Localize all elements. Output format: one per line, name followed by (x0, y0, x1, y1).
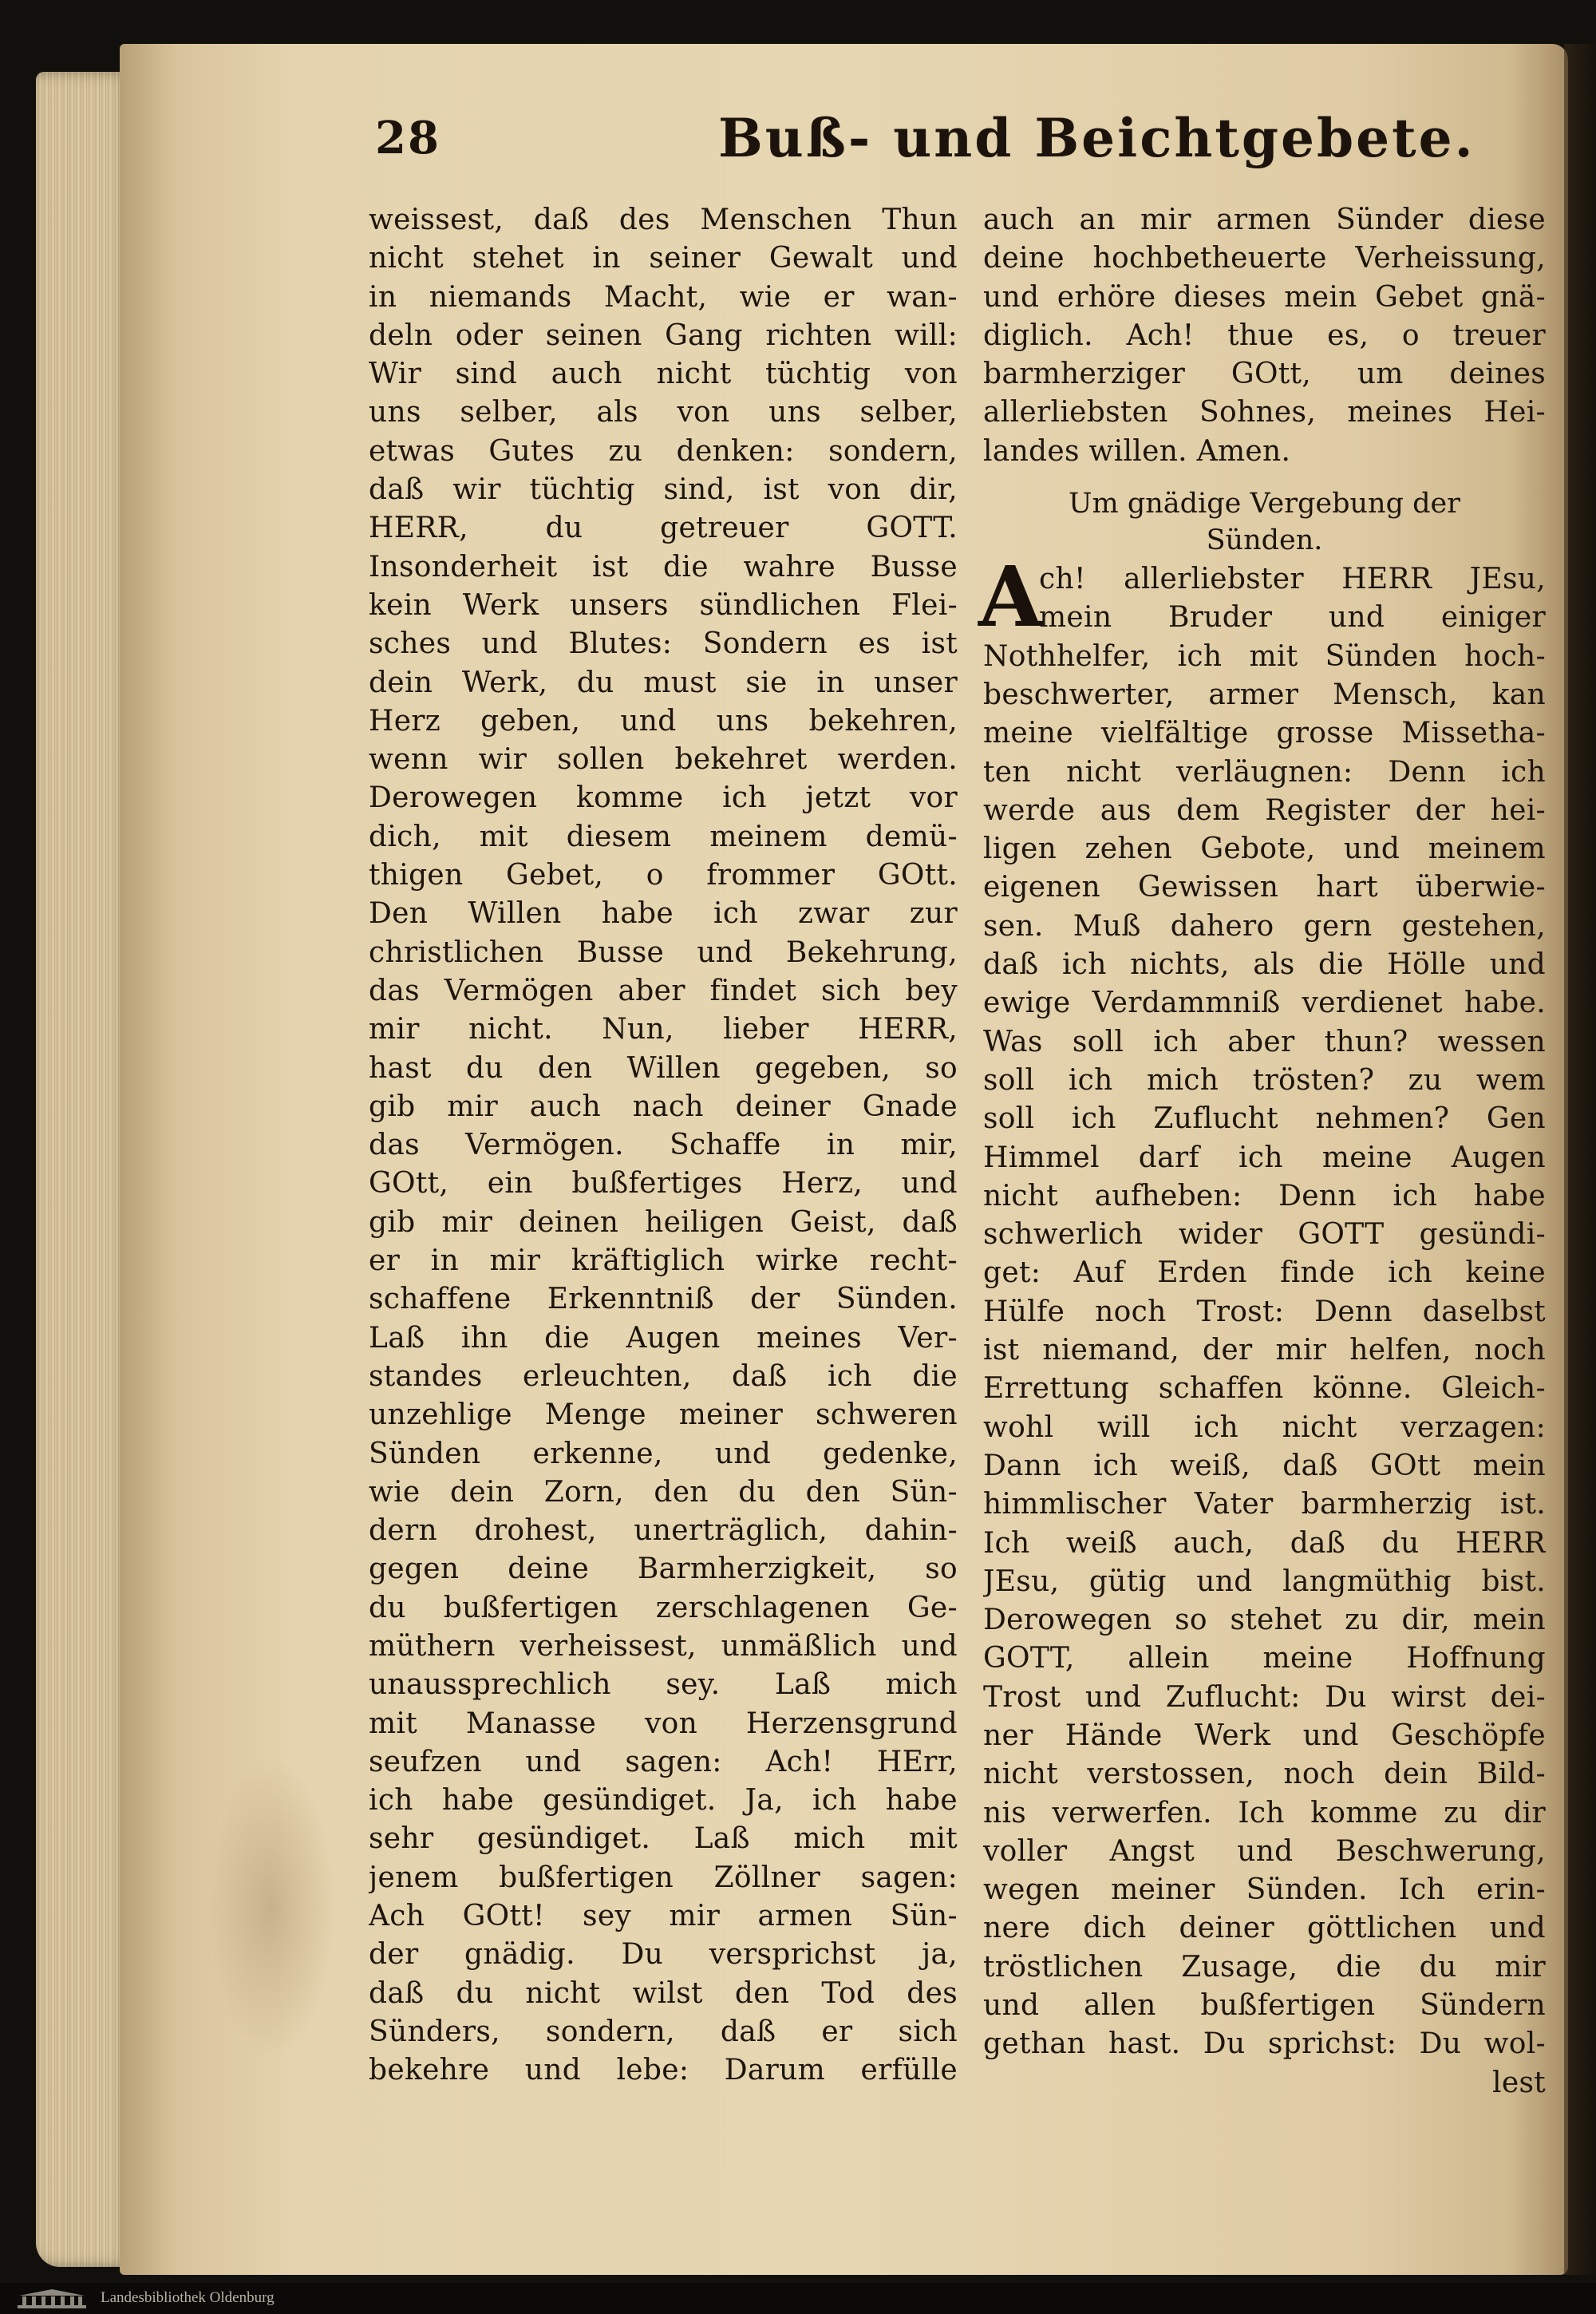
text-line: nis verwerfen. Ich komme zu dir (983, 1796, 1546, 1829)
text-line: standes erleuchten, daß ich die (369, 1359, 958, 1393)
text-line: nicht aufheben: Denn ich habe (983, 1179, 1546, 1212)
text-line: ewige Verdammniß verdienet habe. (983, 987, 1546, 1020)
paper-stain (207, 1756, 335, 2059)
text-line: in niemands Macht, wie er wan- (369, 280, 958, 314)
page-title: Buß- und Beichtgebete. (718, 107, 1476, 169)
text-line: unzehlige Menge meiner schweren (369, 1398, 958, 1432)
text-line: uns selber, als von uns selber, (369, 396, 958, 429)
text-line: er in mir kräftiglich wirke recht- (369, 1244, 958, 1278)
text-line: Ach GOtt! sey mir armen Sün- (369, 1900, 958, 1933)
text-line: barmherziger GOtt, um deines (983, 358, 1546, 391)
text-line: Trost und Zuflucht: Du wirst dei- (983, 1680, 1546, 1714)
text-line: das Vermögen. Schaffe in mir, (369, 1129, 958, 1162)
text-line: Wir sind auch nicht tüchtig von (369, 358, 958, 391)
text-line: Insonderheit ist die wahre Busse (369, 550, 958, 583)
catchword: lest (1492, 2066, 1546, 2099)
drop-cap-initial: A (978, 548, 1043, 647)
text-line: daß ich nichts, als die Hölle und (983, 948, 1546, 982)
text-line: ligen zehen Gebote, und meinem (983, 833, 1546, 866)
text-line: sehr gesündiget. Laß mich mit (369, 1822, 958, 1856)
text-line: der gnädig. Du versprichst ja, (369, 1938, 958, 1972)
text-line: allerliebsten Sohnes, meines Hei- (983, 396, 1546, 429)
text-line: Sünders, sondern, daß er sich (369, 2015, 958, 2048)
text-line: gib mir auch nach deiner Gnade (369, 1090, 958, 1123)
text-line: wegen meiner Sünden. Ich erin- (983, 1873, 1546, 1907)
text-line: JEsu, gütig und langmüthig bist. (983, 1564, 1546, 1598)
text-line: Derowegen so stehet zu dir, mein (983, 1604, 1546, 1637)
text-line: voller Angst und Beschwerung, (983, 1834, 1546, 1868)
text-line: werde aus dem Register der hei- (983, 793, 1546, 827)
text-line: gegen deine Barmherzigkeit, so (369, 1553, 958, 1586)
text-line: Sünden erkenne, und gedenke, (369, 1437, 958, 1470)
text-line: gethan hast. Du sprichst: Du wol- (983, 2027, 1546, 2061)
text-line: Was soll ich aber thun? wessen (983, 1025, 1546, 1058)
text-line: etwas Gutes zu denken: sondern, (369, 434, 958, 468)
right-column (978, 201, 1546, 2102)
library-name: Landesbibliothek Oldenburg (101, 2289, 275, 2306)
text-line: nicht stehet in seiner Gewalt und (369, 242, 958, 275)
text-line: jenem bußfertigen Zöllner sagen: (369, 1861, 958, 1894)
text-line: meine vielfältige grosse Missetha- (983, 717, 1546, 750)
text-line: deln oder seinen Gang richten will: (369, 318, 958, 352)
text-line: HERR, du getreuer GOTT. (369, 512, 958, 545)
section-heading (983, 485, 1546, 559)
text-line: daß du nicht wilst den Tod des (369, 1976, 958, 2010)
initial-paragraph (978, 548, 1546, 647)
text-line: soll ich Zuflucht nehmen? Gen (983, 1102, 1546, 1136)
text-line: unaussprechlich sey. Laß mich (369, 1668, 958, 1702)
text-line: nicht verstossen, noch dein Bild- (983, 1758, 1546, 1791)
page-gutter (1564, 44, 1596, 2275)
text-line: das Vermögen aber findet sich bey (369, 974, 958, 1007)
text-line: seufzen und sagen: Ach! HErr, (369, 1745, 958, 1778)
text-line: wenn wir sollen bekehret werden. (369, 743, 958, 777)
text-line: gib mir deinen heiligen Geist, daß (369, 1205, 958, 1239)
text-line: Den Willen habe ich zwar zur (369, 897, 958, 931)
text-line: daß wir tüchtig sind, ist von dir, (369, 473, 958, 507)
text-line: Nothhelfer, ich mit Sünden hoch- (983, 639, 1546, 673)
text-line: dich, mit diesem meinem demü- (369, 820, 958, 853)
text-line: Herz geben, und uns bekehren, (369, 704, 958, 738)
text-line: müthern verheissest, unmäßlich und (369, 1629, 958, 1663)
text-line: beschwerter, armer Mensch, kan (983, 678, 1546, 711)
text-line: GOTT, allein meine Hoffnung (983, 1642, 1546, 1675)
text-line: soll ich mich trösten? zu wem (983, 1063, 1546, 1097)
text-line: mir nicht. Nun, lieber HERR, (369, 1013, 958, 1046)
text-line: und allen bußfertigen Sündern (983, 1989, 1546, 2023)
text-line: Dann ich weiß, daß GOtt mein (983, 1449, 1546, 1482)
text-line: christlichen Busse und Bekehrung, (369, 935, 958, 969)
left-column (369, 201, 958, 2091)
text-line: Hülfe noch Trost: Denn daselbst (983, 1295, 1546, 1328)
text-line: ich habe gesündiget. Ja, ich habe (369, 1784, 958, 1818)
text-line: diglich. Ach! thue es, o treuer (983, 318, 1546, 352)
text-line: Himmel darf ich meine Augen (983, 1141, 1546, 1174)
text-line: nere dich deiner göttlichen und (983, 1912, 1546, 1945)
text-line: schwerlich wider GOTT gesündi- (983, 1218, 1546, 1252)
section-heading-line: Um gnädige Vergebung der (1069, 488, 1460, 520)
text-line: eigenen Gewissen hart überwie- (983, 871, 1546, 904)
text-line: himmlischer Vater barmherzig ist. (983, 1488, 1546, 1521)
text-line: get: Auf Erden finde ich keine (983, 1256, 1546, 1290)
text-line: du bußfertigen zerschlagenen Ge- (369, 1591, 958, 1624)
text-line: tröstlichen Zusage, die du mir (983, 1950, 1546, 1984)
page-number: 28 (375, 112, 440, 164)
text-line: landes willen. Amen. (983, 434, 1291, 468)
text-line: Laß ihn die Augen meines Ver- (369, 1321, 958, 1355)
library-building-icon (16, 2288, 88, 2310)
text-line: Errettung schaffen könne. Gleich- (983, 1372, 1546, 1406)
text-line: schaffene Erkenntniß der Sünden. (369, 1283, 958, 1316)
text-line: Ich weiß auch, daß du HERR (983, 1526, 1546, 1560)
text-line: dern drohest, unerträglich, dahin- (369, 1514, 958, 1548)
text-line: kein Werk unsers sündlichen Flei- (369, 588, 958, 622)
text-line: sen. Muß dahero gern gestehen, (983, 909, 1546, 943)
text-line: ist niemand, der mir helfen, noch (983, 1334, 1546, 1367)
text-line: Derowegen komme ich jetzt vor (369, 781, 958, 815)
text-line: ner Hände Werk und Geschöpfe (983, 1719, 1546, 1752)
text-line: auch an mir armen Sünder diese (983, 204, 1546, 236)
text-line: deine hochbetheuerte Verheissung, (983, 242, 1546, 275)
text-line: bekehre und lebe: Darum erfülle (369, 2054, 958, 2087)
text-line: ten nicht verläugnen: Denn ich (983, 755, 1546, 789)
text-line: sches und Blutes: Sondern es ist (369, 627, 958, 661)
text-line: und erhöre dieses mein Gebet gnä- (983, 280, 1546, 314)
text-line: ch! allerliebster HERR JEsu, (1039, 563, 1546, 596)
text-line: wie dein Zorn, den du den Sün- (369, 1475, 958, 1509)
page-edges (36, 72, 132, 2267)
text-line: wohl will ich nicht verzagen: (983, 1410, 1546, 1444)
text-line: mein Bruder und einiger (1039, 601, 1546, 635)
text-line: dein Werk, du must sie in unser (369, 666, 958, 699)
text-line: thigen Gebet, o frommer GOtt. (369, 859, 958, 892)
running-head (375, 107, 1532, 184)
text-line: mit Manasse von Herzensgrund (369, 1707, 958, 1740)
text-line: weissest, daß des Menschen Thun (369, 204, 958, 236)
text-line: hast du den Willen gegeben, so (369, 1051, 958, 1085)
text-line: GOtt, ein bußfertiges Herz, und (369, 1167, 958, 1201)
footer-bar (0, 2283, 1596, 2314)
section-heading-line: Sünden. (1206, 524, 1323, 557)
